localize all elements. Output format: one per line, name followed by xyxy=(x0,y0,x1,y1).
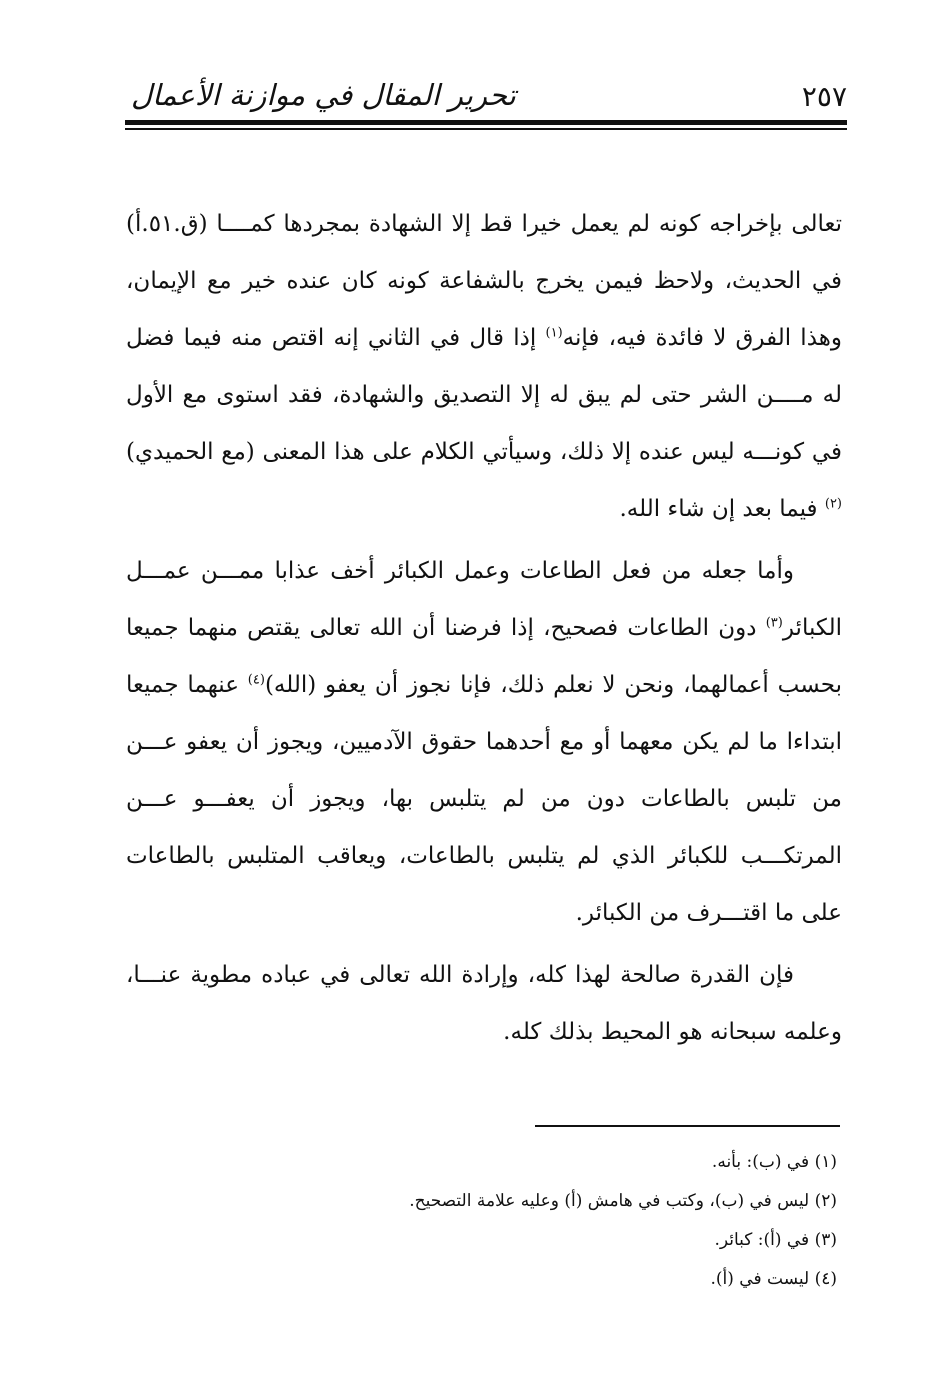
page-header xyxy=(125,78,847,122)
running-title: تحرير المقال في موازنة الأعمال xyxy=(131,78,516,112)
header-rule-thin xyxy=(125,128,847,130)
text-run: دون الطاعات فصحيح، إذا فرضنا أن الله تعالى يقتص منهما جميعا بحسب أعمالهما، ونحن لا نعلم ذلك، فإنا نجوز أن يعفو (الله) xyxy=(126,615,842,698)
text-run: فإن القدرة صالحة لهذا كله، وإرادة الله تعالى في عباده مطوية عنـــا، وعلمه سبحانه هو المحيط بذلك كله. xyxy=(126,962,842,1045)
footnote-3: (٣) في (أ): كبائر. xyxy=(714,1230,837,1250)
footnote-ref: (٣) xyxy=(765,615,783,631)
paragraph-1 xyxy=(126,196,842,538)
text-run: فيما بعد إن شاء الله. xyxy=(619,496,825,522)
footnote-separator xyxy=(535,1125,840,1127)
paragraph-2 xyxy=(126,543,842,942)
footnote-2: (٢) ليس في (ب)، وكتب في هامش (أ) وعليه علامة التصحيح. xyxy=(409,1191,837,1211)
text-run: إذا قال في الثاني إنه اقتص منه فيما فضل له مــــن الشر حتى لم يبق له إلا التصديق والشهادة، فقد استوى مع الأول في كونـــه ليس عنده إلا ذلك، وسيأتي الكلام على هذا المعنى (مع الحميدي) xyxy=(126,325,842,465)
footnote-ref: (٢) xyxy=(824,496,842,512)
body-text xyxy=(126,196,842,1066)
footnote-1: (١) في (ب): بأنه. xyxy=(711,1152,837,1172)
page-number: ٢٥٧ xyxy=(801,80,847,113)
footnote-ref: (٤) xyxy=(247,672,265,688)
text-run: تعالى بإخراجه كونه لم يعمل خيرا قط إلا الشهادة بمجردها كمــــا (ق.٥١.أ) في الحديث، ولاحظ فيمن يخرج بالشفاعة كونه كان عنده خير مع الإيمان، وهذا الفرق لا فائدة فيه، فإنه xyxy=(126,211,843,351)
header-rule-thick xyxy=(125,120,847,125)
text-run: عنهما جميعا ابتداءا ما لم يكن معهما أو مع أحدهما حقوق الآدميين، ويجوز أن يعفو عـــن من تلبس بالطاعات دون من لم يتلبس بها، ويجوز أن يعفـــو عـــن المرتكـــب للكبائر الذي لم يتلبس بالطاعات، ويعاقب المتلبس بالطاعات على ما اقتـــرف من الكبائر. xyxy=(126,672,842,926)
footnote-4: (٤) ليست في (أ). xyxy=(710,1269,837,1289)
text-run: وأما جعله من فعل الطاعات وعمل الكبائر أخف عذابا ممـــن عمـــل الكبائر xyxy=(126,558,842,641)
footnotes xyxy=(300,1143,837,1299)
paragraph-3 xyxy=(126,947,842,1061)
footnote-ref: (١) xyxy=(545,325,563,341)
